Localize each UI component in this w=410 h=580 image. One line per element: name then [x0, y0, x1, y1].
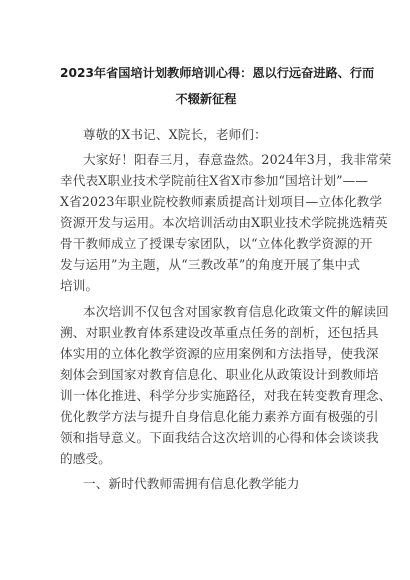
document-title-line-2: 不辍新征程 — [175, 92, 237, 106]
paragraph-1-line-7: 培训。 — [60, 278, 99, 293]
paragraph-1-line-1: 大家好！阳春三月，春意盎然。2024年3月，我非常荣 — [83, 152, 392, 167]
greeting-line: 尊敬的X书记、X院长，老师们： — [83, 127, 267, 142]
section-heading: 一、新时代教师需拥有信息化教学能力 — [83, 476, 300, 491]
paragraph-1-line-6: 发与运用”为主题，从“三教改革”的角度开展了集中式 — [60, 257, 361, 272]
paragraph-2-line-1: 本次培训不仅包含对国家教育信息化政策文件的解读回 — [83, 304, 389, 319]
paragraph-1-line-4: 资源开发与运用。本次培训活动由X职业技术学院挑选精英 — [60, 215, 388, 230]
paragraph-2-line-3: 体实用的立体化教学资源的应用案例和方法指导，使我深 — [60, 346, 379, 361]
paragraph-2-line-4: 刻体会到国家对教育信息化、职业化从政策设计到教师培 — [60, 367, 379, 382]
paragraph-2-line-5: 训一体化推进、科学分步实施路径，对我在转变教育理念、 — [60, 388, 392, 403]
paragraph-2-line-2: 溯、对职业教育体系建设改革重点任务的剖析，还包括具 — [60, 325, 379, 340]
paragraph-2-line-6: 优化教学方法与提升自身信息化能力素养方面有极强的引 — [60, 409, 379, 424]
paragraph-1-line-5: 骨干教师成立了授课专家团队，以“立体化教学资源的开 — [60, 236, 373, 251]
document-title-line-1: 2023年省国培计划教师培训心得：恩以行远奋进路、行而 — [60, 66, 375, 80]
paragraph-1-line-3: X省2023年职业院校教师素质提高计划项目—立体化教学 — [60, 194, 383, 209]
paragraph-2-line-8: 的感受。 — [60, 451, 111, 466]
paragraph-1-line-2: 幸代表X职业技术学院前往X省X市参加“国培计划”—— — [60, 173, 369, 188]
paragraph-2-line-7: 领和指导意义。下面我结合这次培训的心得和体会谈谈我 — [60, 430, 379, 445]
